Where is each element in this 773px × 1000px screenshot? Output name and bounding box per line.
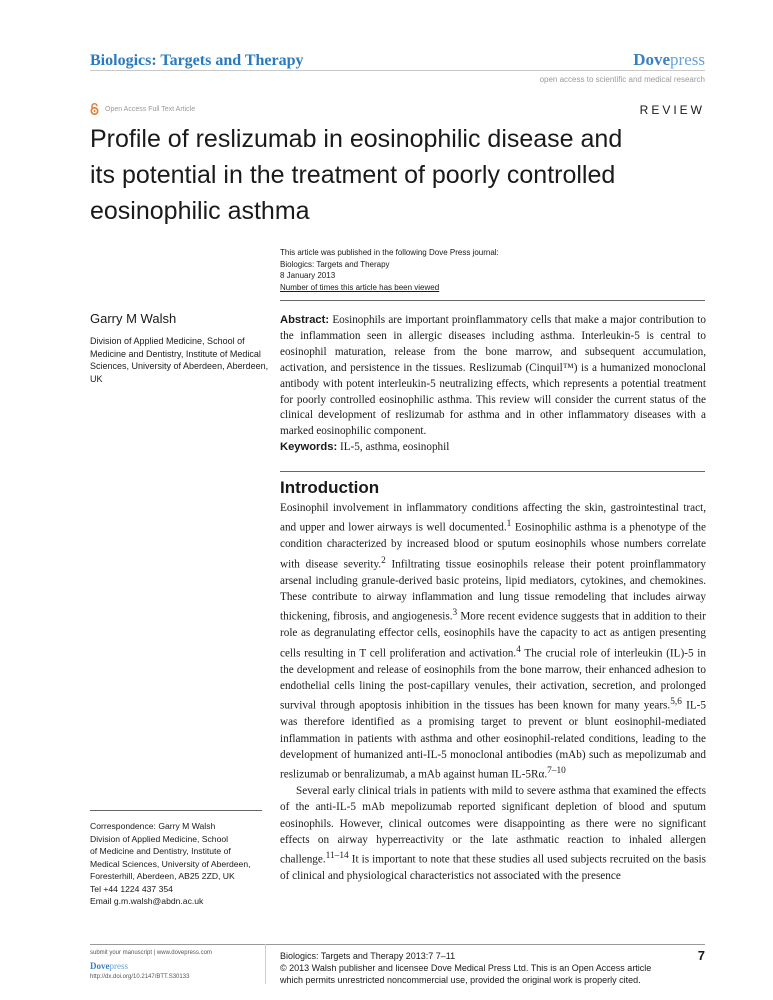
text-run: Eosinophil involvement in inflammatory conditions affecting the skin, gastrointestinal tract, and upper and lower airways is well documented.	[280, 502, 706, 535]
pubinfo-date: 8 January 2013	[280, 271, 336, 280]
body-text	[280, 500, 706, 885]
paragraph-2	[280, 783, 706, 885]
correspondence-line: Correspondence: Garry M Walsh	[90, 821, 216, 831]
section-heading: Introduction	[280, 478, 380, 497]
citation[interactable]: 3	[452, 608, 458, 619]
journal-name: Biologics: Targets and Therapy	[90, 52, 304, 69]
text-run: Several early clinical trials in patients with mild to severe asthma that examined the effects of the anti-IL-5 mAb mepolizumab reported significant depletion of blood and sputum eosinophils. However, clinical outcomes were disappointing as there were no significant effects on airway hyperreactivity or the late asthmatic reaction to inhaled allergen challenge.	[280, 785, 706, 867]
text-run: Eosinophilic asthma is a phenotype of the condition characterized by increased blood or sputum eosinophils whose numbers correlate with disease severity.	[280, 522, 706, 571]
keywords	[280, 440, 706, 456]
correspondence-email[interactable]: Email g.m.walsh@abdn.ac.uk	[90, 896, 204, 906]
correspondence-line: of Medicine and Dentistry, Institute of	[90, 846, 231, 856]
keywords-label: Keywords:	[280, 441, 338, 454]
doi-link[interactable]: http://dx.doi.org/10.2147/BTT.S30133	[90, 974, 190, 980]
correspondence-phone: Tel +44 1224 437 354	[90, 883, 173, 894]
abstract	[280, 313, 706, 456]
text-run: IL-5 was therefore identified as a promising target to prevent or blunt eosinophil-mediated inflammation in patients with asthma and other eosinophil-related conditions, leading to the development of humanized anti-IL-5 monoclonal antibodies (mAb) such as mepolizumab and reslizumab or benralizumab, a mAb against human IL-5Rα.	[280, 699, 706, 781]
publisher-logo-b: press	[670, 50, 705, 69]
author-name: Garry M Walsh	[90, 311, 177, 326]
citation[interactable]: 7–10	[547, 766, 566, 777]
text-run: More recent evidence suggests that in addition to their role as degranulating effector cells, eosinophils have the capacity to act as antigen presenting cells resulting in T cell proliferation and activation.	[280, 610, 706, 660]
citation[interactable]: 5,6	[670, 697, 682, 708]
publisher-logo[interactable]	[633, 50, 705, 70]
footer-logo-a: Dove	[90, 961, 110, 971]
pubinfo-journal: Biologics: Targets and Therapy	[280, 259, 390, 269]
citation[interactable]: 11–14	[325, 851, 349, 862]
open-access-row	[90, 103, 195, 115]
correspondence-line: Foresterhill, Aberdeen, AB25 2ZD, UK	[90, 871, 235, 881]
page-number: 7	[697, 948, 705, 963]
article-type: REVIEW	[639, 103, 705, 117]
publisher-tagline: open access to scientific and medical research	[539, 75, 705, 84]
article-title: Profile of reslizumab in eosinophilic disease and its potential in the treatment of poorly controlled eosinophilic asthma	[90, 125, 623, 225]
keywords-text: IL-5, asthma, eosinophil	[340, 441, 450, 454]
license-line: which permits unrestricted noncommercial use, provided the original work is properly cited.	[280, 975, 641, 985]
correspondence-line: Medical Sciences, University of Aberdeen,	[90, 858, 251, 869]
correspondence	[90, 820, 270, 908]
publication-info	[280, 247, 499, 293]
paragraph-1	[280, 500, 706, 783]
open-access-label: Open Access Full Text Article	[105, 105, 196, 113]
citation[interactable]: 1	[506, 519, 512, 530]
footer-vertical-divider	[265, 944, 266, 984]
text-run: It is important to note that these studies all used subjects recruited on the basis of clinical and physiological characteristics not associated with the presence	[280, 854, 706, 883]
footer-citation	[280, 950, 700, 986]
citation-line: Biologics: Targets and Therapy 2013:7 7–11	[280, 951, 456, 961]
footer-logo-b: press	[109, 961, 128, 971]
header-divider	[90, 70, 705, 71]
abstract-label: Abstract:	[280, 314, 330, 326]
text-run: Infiltrating tissue eosinophils release their potent proinflammatory arsenal including granule-derived basic proteins, lipid mediators, cytokines, and chemokines. These contribute to airway inflammation and lung tissue remodeling that includes airway thickening, fibrosis, and angiogenesis.	[280, 558, 706, 623]
text-run: The crucial role of interleukin (IL)-5 in the development and release of eosinophils from the bone marrow, their enhanced adhesion to endothelial cells lining the post-capillary venules, their activation, secretion, and prolonged survival through apoptosis inhibition in the tissues has been known for many years.	[280, 647, 706, 712]
views-link[interactable]: Number of times this article has been viewed	[280, 282, 440, 292]
abstract-text: Eosinophils are important proinflammatory cells that make a major contribution to the inflammation seen in allergic diseases including asthma. Interleukin-5 is central to eosinophil maturation, release from the bone marrow, and subsequent accumulation, activation, and persistence in the tissues. Reslizumab (Cinquil™) is a humanized monoclonal antibody with potent interleukin-5 neutralizing effects, which represents a potential treatment for poorly controlled eosinophilic asthma. This review will consider the current status of the clinical development of reslizumab for asthma and in other inflammatory diseases with a marked eosinophilic component.	[280, 314, 707, 438]
footer-logo[interactable]	[90, 961, 128, 971]
correspondence-line: Division of Applied Medicine, School	[90, 833, 229, 844]
footer-divider	[90, 944, 705, 945]
pubinfo-line-1: This article was published in the following Dove Press journal:	[280, 248, 499, 257]
author-affiliation: Division of Applied Medicine, School of Medicine and Dentistry, Institute of Medical Sciences, University of Aberdeen, Aberdeen, UK	[90, 336, 269, 384]
submit-manuscript-link[interactable]: submit your manuscript | www.dovepress.com	[90, 950, 212, 956]
keywords-divider	[280, 471, 705, 472]
citation[interactable]: 4	[516, 644, 521, 655]
correspondence-divider	[90, 810, 262, 811]
citation[interactable]: 2	[381, 555, 386, 566]
pubinfo-divider	[280, 300, 705, 301]
license-line: © 2013 Walsh publisher and licensee Dove Medical Press Ltd. This is an Open Access article	[280, 963, 652, 973]
open-access-icon	[90, 103, 99, 115]
publisher-logo-a: Dove	[633, 50, 671, 69]
